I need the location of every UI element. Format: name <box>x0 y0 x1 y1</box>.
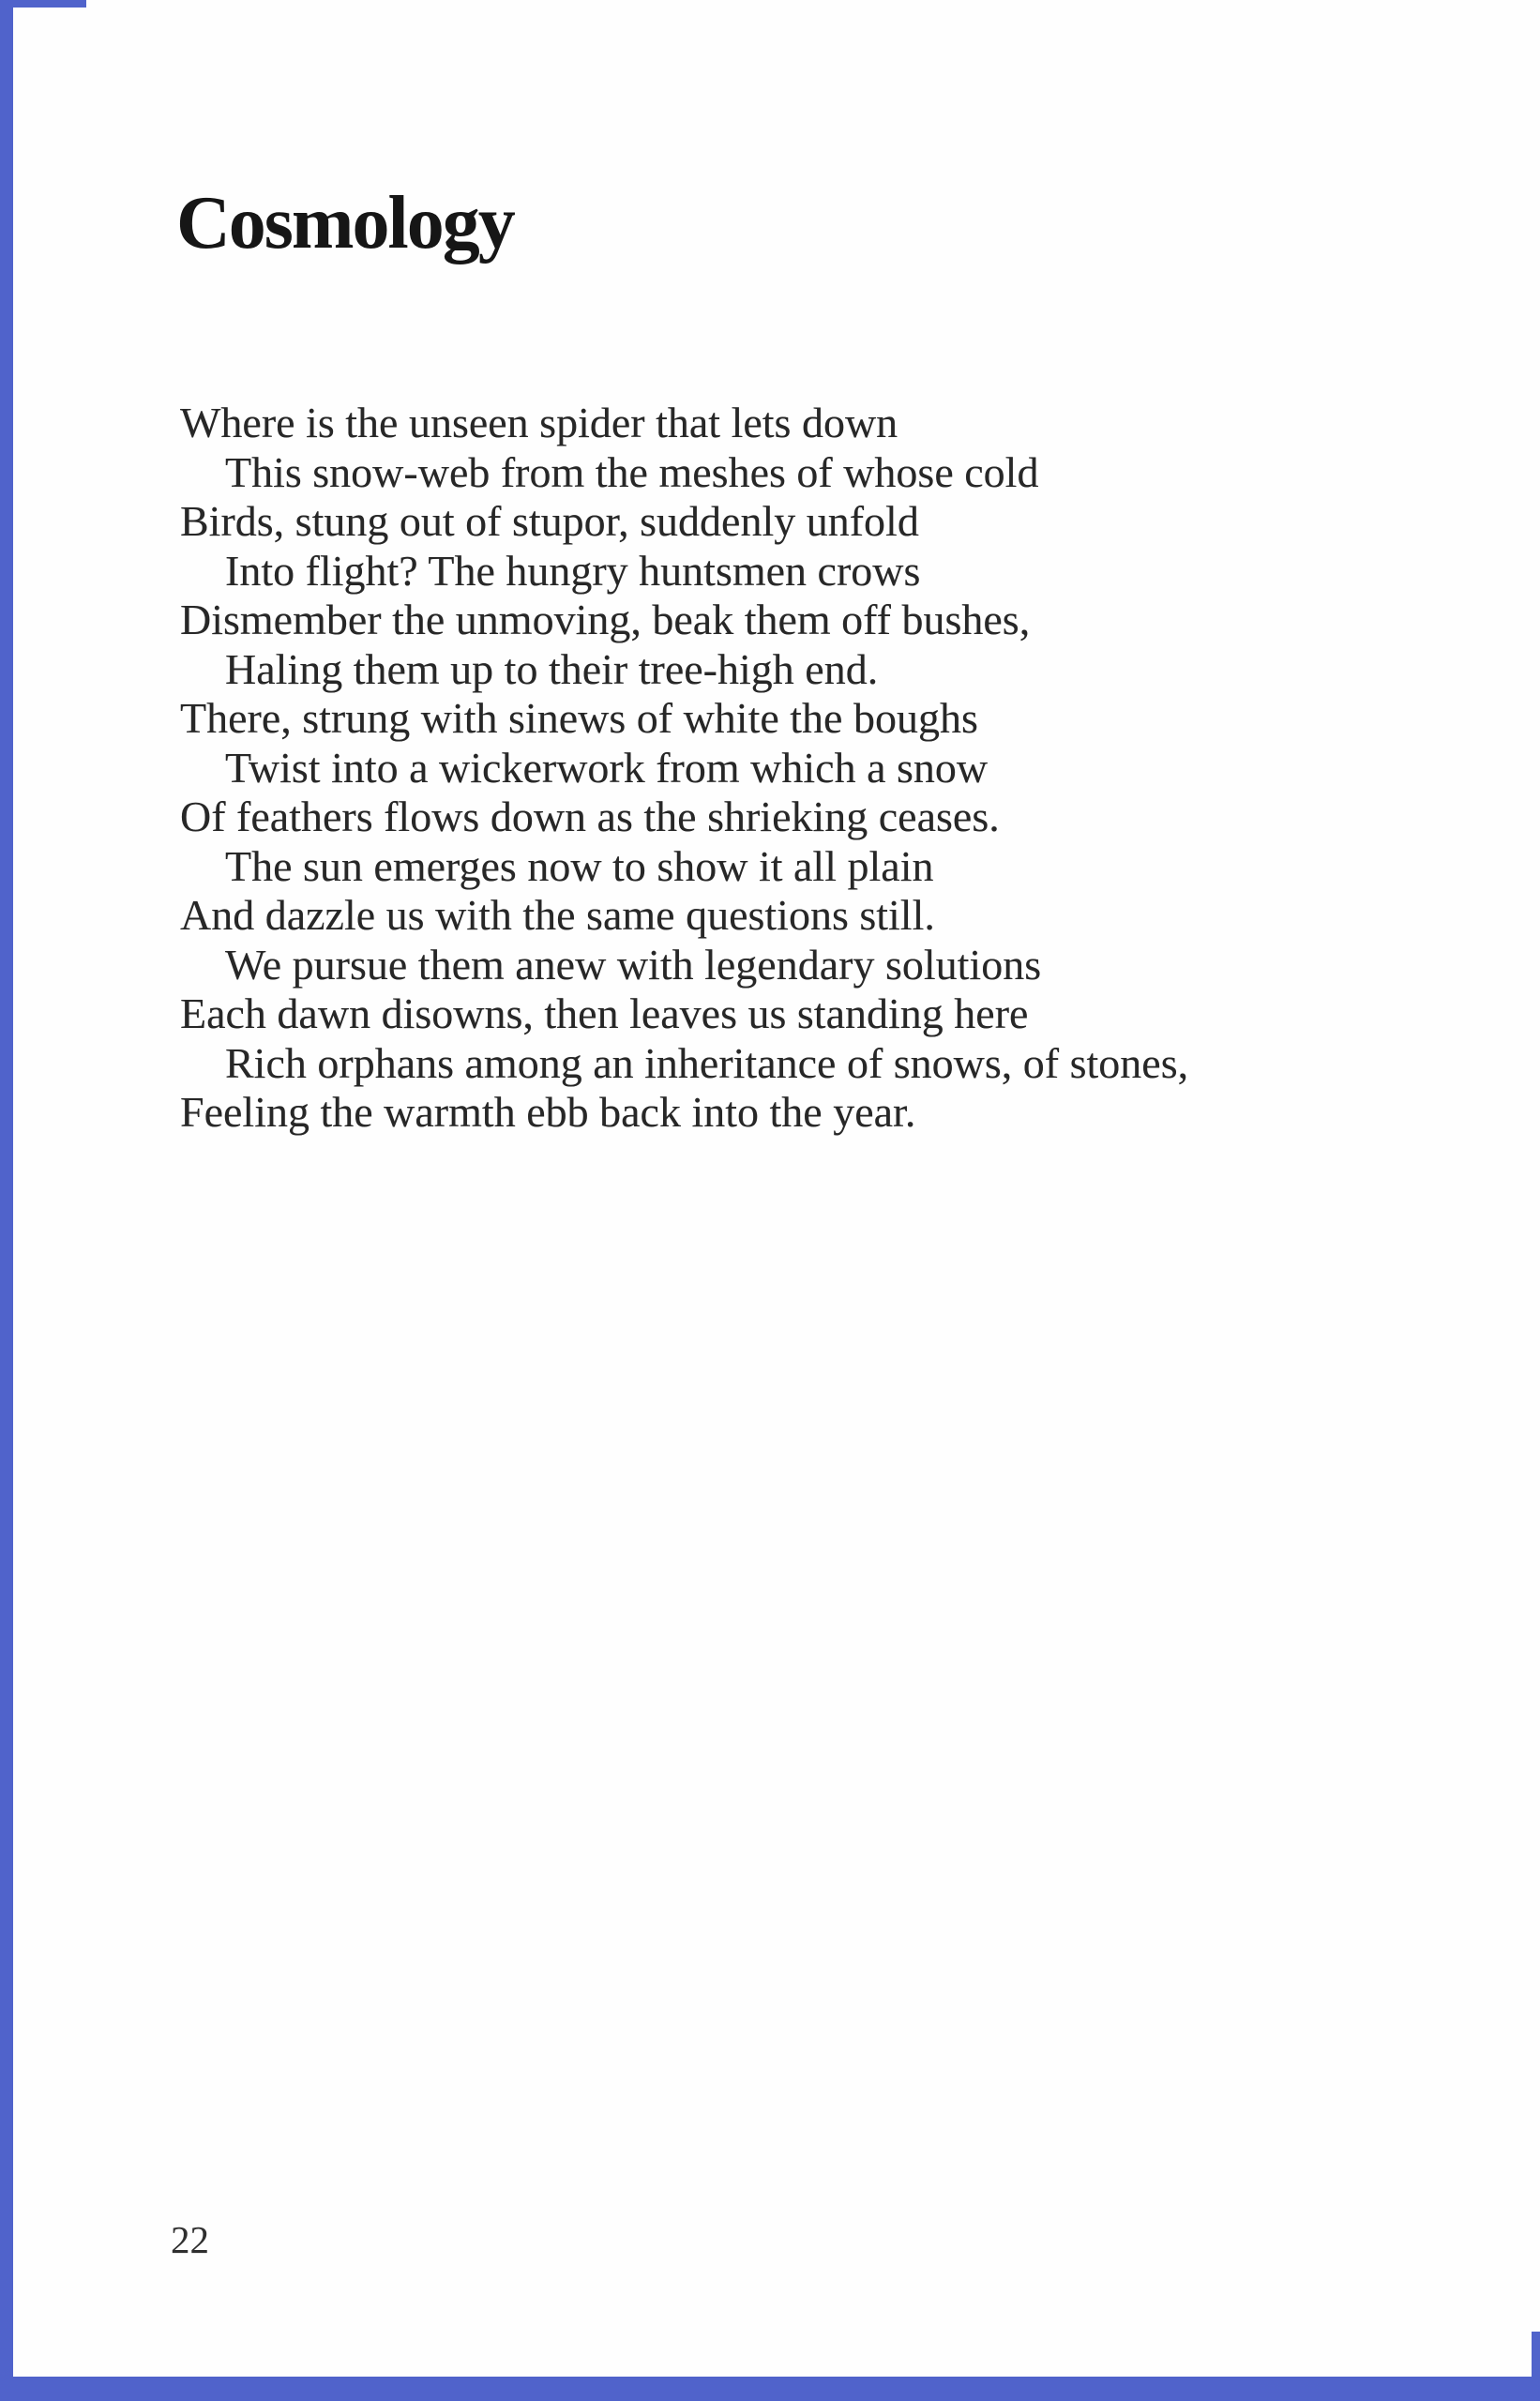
page-number: 22 <box>171 2218 209 2261</box>
poem-line: Haling them up to their tree-high end. <box>225 644 879 693</box>
scan-edge-bottom <box>0 2377 1540 2401</box>
poem-line: Each dawn disowns, then leaves us standing here <box>180 989 1029 1037</box>
poem-body <box>180 399 1362 1138</box>
poem-line: There, strung with sinews of white the boughs <box>180 694 978 742</box>
poem-line: Twist into a wickerwork from which a snow <box>225 743 989 792</box>
poem-line: We pursue them anew with legendary solutions <box>225 940 1042 989</box>
poem-line: Dismember the unmoving, beak them off bushes, <box>180 596 1031 643</box>
poem-line: Of feathers flows down as the shrieking ceases. <box>180 793 1000 840</box>
scan-edge-right-bottom <box>1532 2332 1540 2401</box>
poem-line: The sun emerges now to show it all plain <box>225 841 934 890</box>
poem-line: Birds, stung out of stupor, suddenly unfold <box>180 497 919 545</box>
scan-edge-top-left <box>0 0 86 8</box>
poem-title: Cosmology <box>176 182 514 264</box>
scan-edge-left <box>0 0 13 2401</box>
poem-line: This snow-web from the meshes of whose cold <box>225 447 1039 496</box>
poem-line: Rich orphans among an inheritance of snows, of stones, <box>225 1038 1189 1087</box>
poem-line: Where is the unseen spider that lets down <box>180 399 898 446</box>
poem-line: Into flight? The hungry huntsmen crows <box>225 546 921 595</box>
poem-line: And dazzle us with the same questions still. <box>180 891 935 939</box>
poem-line: Feeling the warmth ebb back into the year. <box>180 1088 916 1136</box>
